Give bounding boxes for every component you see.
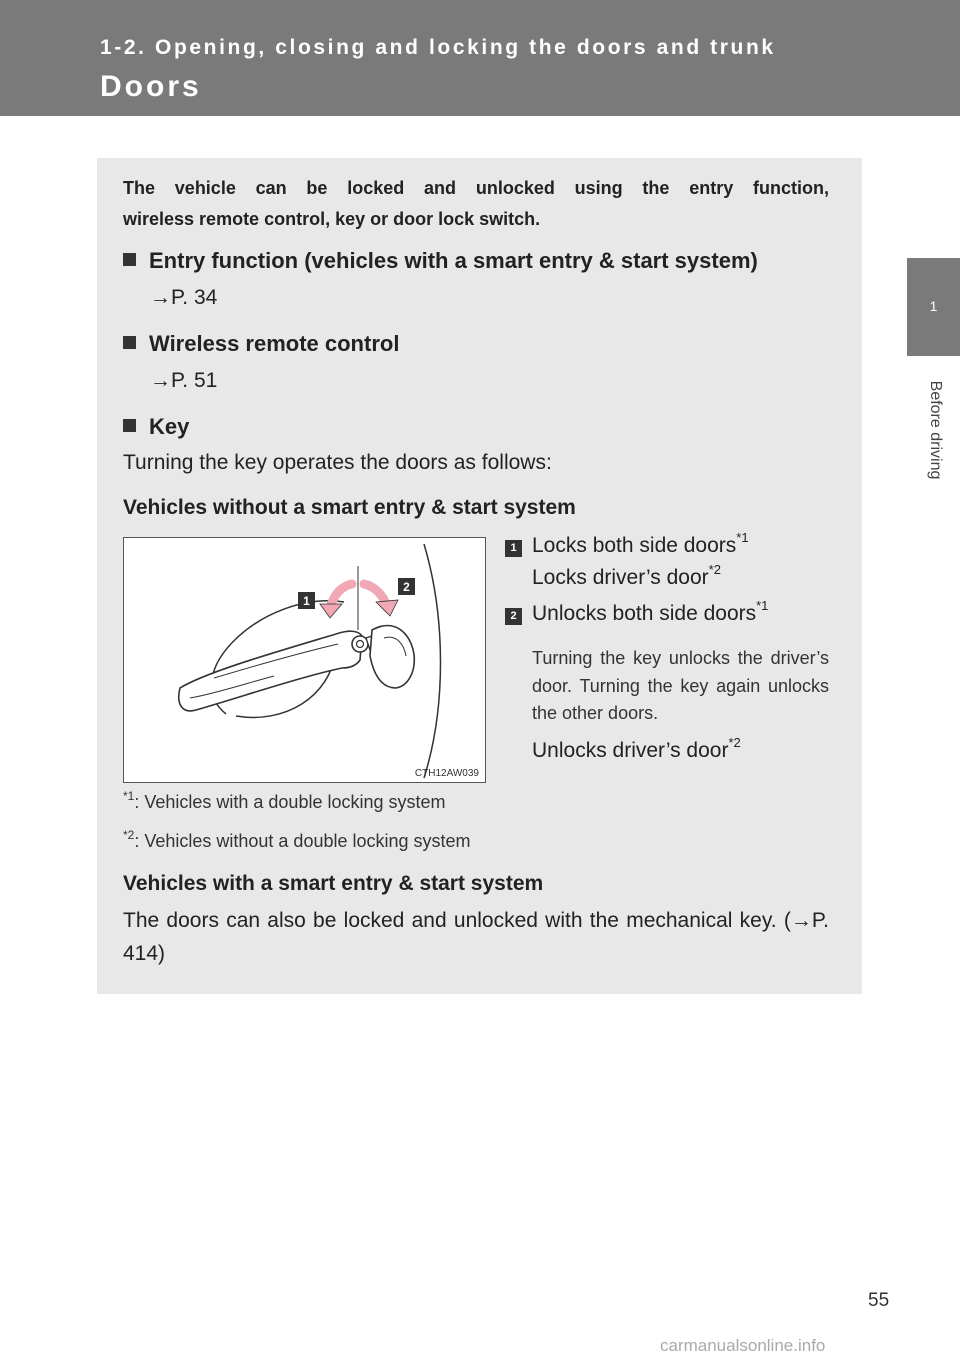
item-1-line-1: 1 Locks both side doors$^{*1}$ <box>505 534 749 558</box>
heading-text: Key <box>149 414 190 439</box>
heading-text: Entry function (vehicles with a smart entry & start system) <box>149 248 758 273</box>
footnote-1: $^{*1}$: Vehicles with a double locking system <box>123 789 446 812</box>
watermark: carmanualsonline.info <box>660 1336 826 1355</box>
page-header <box>0 0 960 116</box>
key-door-illustration <box>123 537 486 783</box>
item-2-line-1: 2 Unlocks both side doors$^{*1}$ <box>505 602 768 626</box>
bullet-square-icon <box>123 253 136 266</box>
page-ref-link[interactable]: →P. 51 <box>150 369 218 392</box>
page-ref-link[interactable]: →P. 34 <box>150 286 218 309</box>
intro-line-1: The vehicle can be locked and unlocked using the entry function, <box>123 178 829 198</box>
figure-code: CTH12AW039 <box>414 768 479 779</box>
heading-entry-function <box>123 248 758 274</box>
intro-line-2: wireless remote control, key or door lock switch. <box>123 209 541 229</box>
subheading-no-smart-entry: Vehicles without a smart entry & start system <box>123 496 576 519</box>
chapter-tab[interactable] <box>907 258 960 356</box>
subheading-smart-entry: Vehicles with a smart entry & start system <box>123 872 544 895</box>
callout-2-label: 2 <box>403 580 410 594</box>
key-intro-text: Turning the key operates the doors as follows: <box>123 451 552 474</box>
item-1-line-2: Locks driver’s door$^{*2}$ <box>532 562 721 589</box>
callout-1-label: 1 <box>303 594 310 608</box>
section-title: 1-2. Opening, closing and locking the doors and trunk <box>100 36 776 59</box>
badge-2-icon: 2 <box>505 608 522 625</box>
intro-text <box>123 173 829 235</box>
bullet-square-icon <box>123 419 136 432</box>
item-2-line-2: Unlocks driver’s door$^{*2}$ <box>532 735 741 762</box>
footnote-2: $^{*2}$: Vehicles without a double locking system <box>123 828 471 851</box>
chapter-label: Before driving <box>927 380 944 480</box>
door-handle-key-drawing <box>124 538 486 783</box>
bullet-square-icon <box>123 336 136 349</box>
heading-text: Wireless remote control <box>149 331 400 356</box>
item-2-note: Turning the key unlocks the driver’s door. Turning the key again unlocks the other doors. <box>532 648 829 723</box>
heading-key <box>123 414 189 440</box>
chapter-number: 1 <box>929 298 938 314</box>
badge-1-icon: 1 <box>505 540 522 557</box>
page-number: 55 <box>868 1290 890 1311</box>
heading-wireless-remote <box>123 331 399 357</box>
smart-entry-paragraph: The doors can also be locked and unlocked with the mechanical key. (→P. 414) <box>123 909 829 965</box>
page-title: Doors <box>100 70 202 103</box>
